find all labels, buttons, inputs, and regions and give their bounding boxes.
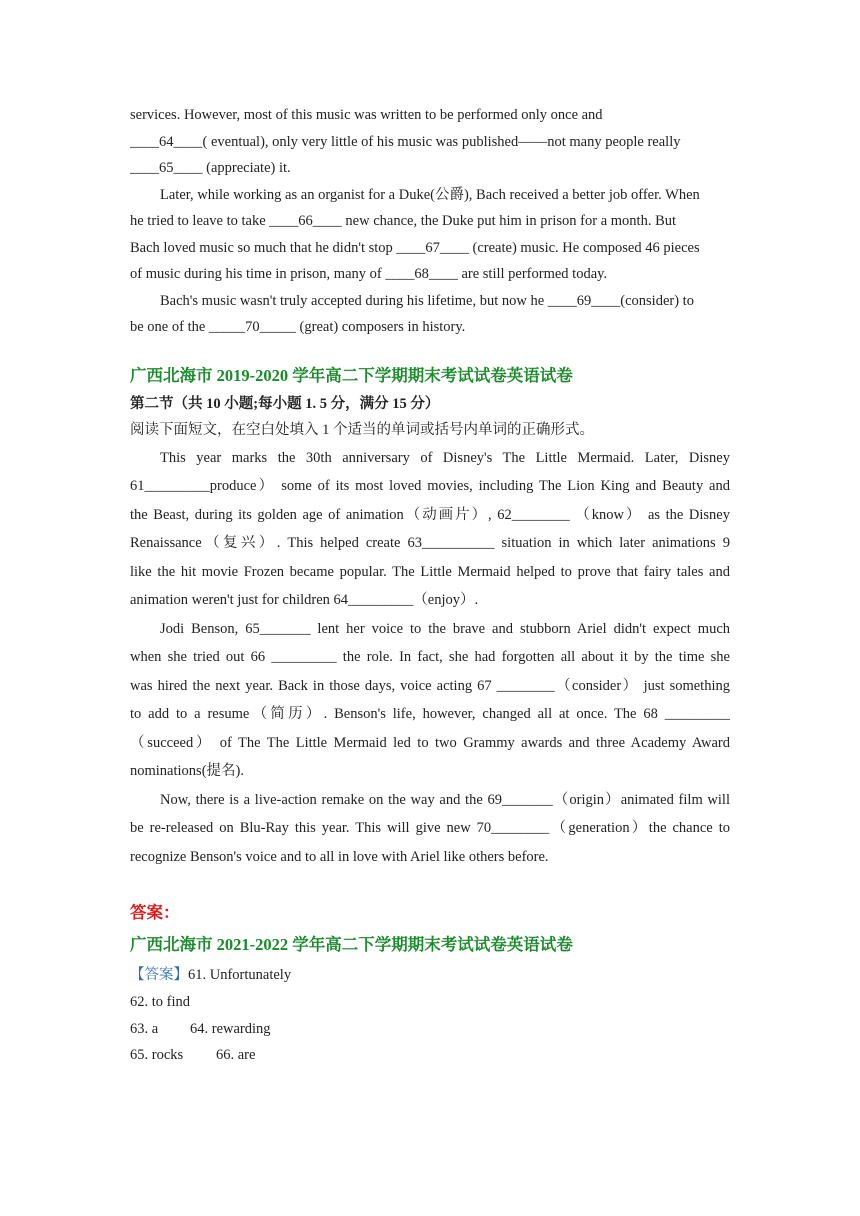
- passage-line: be one of the _____70_____ (great) composers in history.: [130, 319, 466, 335]
- passage-line: to add to a resume（简历）. Benson's life, however, changed all at once. The 68 _________: [130, 706, 730, 722]
- passage-line: Renaissance（复兴）. This helped create 63__________ situation in which later animations 9: [130, 535, 730, 551]
- passage-line: This year marks the 30th anniversary of Disney's The Little Mermaid. Later, Disney: [160, 449, 730, 466]
- passage-line: when she tried out 66 _________ the role. In fact, she had forgotten all about it by the time she: [130, 649, 730, 665]
- passage-line: Later, while working as an organist for a Duke(公爵), Bach received a better job offer. When: [160, 186, 700, 203]
- answer-line: [130, 961, 730, 989]
- answer-62: 62. to find: [130, 994, 191, 1010]
- passage-line: ____65____ (appreciate) it.: [130, 160, 291, 176]
- passage-line: Bach's music wasn't truly accepted during his lifetime, but now he ____69____(consider) to: [160, 292, 694, 309]
- answer-61: 61. Unfortunately: [188, 967, 292, 983]
- section-title: 广西北海市 2019-2020 学年高二下学期期末考试试卷英语试卷: [130, 365, 573, 385]
- passage-line: Jodi Benson, 65_______ lent her voice to the brave and stubborn Ariel didn't expect much: [160, 620, 730, 637]
- instruction-text: 阅读下面短文，在空白处填入 1 个适当的单词或括号内单词的正确形式。: [130, 422, 594, 438]
- answer-64: 64. rewarding: [190, 1020, 271, 1037]
- answers-heading: 答案：: [130, 903, 180, 922]
- answers-title: 广西北海市 2021-2022 学年高二下学期期末考试试卷英语试卷: [130, 935, 573, 954]
- passage-line: be re-released on Blu-Ray this year. This will give new 70________（generation）the chance to: [130, 820, 730, 836]
- passage-line: he tried to leave to take ____66____ new chance, the Duke put him in prison for a month. But: [130, 213, 677, 229]
- answer-63: 63. a: [130, 1020, 159, 1037]
- passage-line: services. However, most of this music was written to be performed only once and: [130, 107, 603, 123]
- answer-65: 65. rocks: [130, 1047, 184, 1063]
- answer-66: 66. are: [216, 1047, 256, 1063]
- passage-line: （succeed） of The The Little Mermaid led to two Grammy awards and three Academy Award: [130, 734, 730, 751]
- passage-line: recognize Benson's voice and to all in love with Ariel like others before.: [130, 848, 549, 865]
- passage-line: of music during his time in prison, many of ____68____ are still performed today.: [130, 266, 608, 282]
- section-subtitle: 第二节（共 10 小题;每小题 1. 5 分，满分 15 分）: [130, 395, 440, 412]
- passage-line: Bach loved music so much that he didn't stop ____67____ (create) music. He composed 46 pieces: [130, 239, 700, 256]
- answer-tag: 【答案】: [130, 967, 188, 983]
- answer-line: [130, 1042, 730, 1069]
- passage-line: was hired the next year. Back in those days, voice acting 67 ________（consider） just something: [130, 677, 730, 694]
- passage-line: like the hit movie Frozen became popular. The Little Mermaid helped to prove that fairy tales and: [130, 563, 730, 580]
- passage-line: the Beast, during its golden age of animation（动画片）, 62________ （know） as the Disney: [130, 506, 730, 523]
- passage-line: Now, there is a live-action remake on the way and the 69_______（origin）animated film will: [160, 791, 730, 808]
- passage-line: nominations(提名).: [130, 763, 244, 779]
- passage-line: ____64____( eventual), only very little of his music was published——not many people really: [130, 133, 681, 150]
- passage-line: 61_________produce） some of its most loved movies, including The Lion King and Beauty and: [130, 478, 730, 494]
- document-page: [130, 102, 730, 1069]
- passage-line: animation weren't just for children 64_________（enjoy）.: [130, 592, 479, 608]
- answer-line: [130, 1016, 730, 1043]
